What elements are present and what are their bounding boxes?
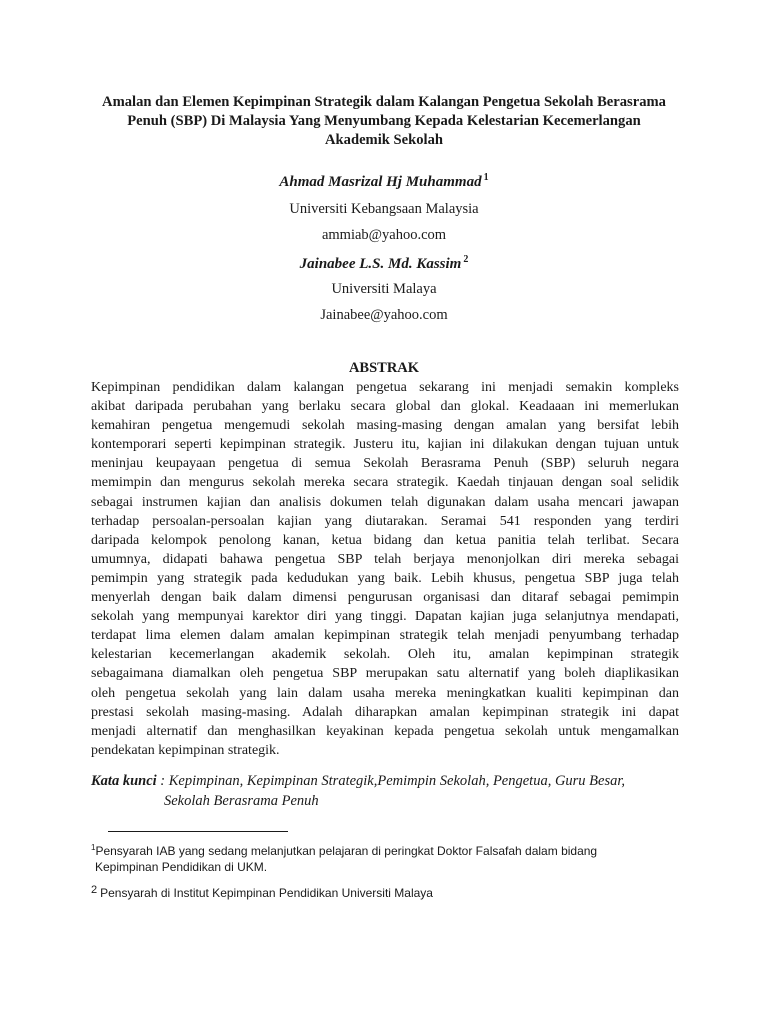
abstract-line: prestasi sekolah masing-masing. Adalah diharapkan amalan kepimpinan strategik ini dapat: [91, 704, 679, 720]
footnote-2: [91, 882, 691, 901]
author-email: ammiab@yahoo.com: [321, 227, 447, 243]
footnote-text: Pensyarah IAB yang sedang melanjutkan pelajaran di peringkat Doktor Falsafah dalam bidang: [95, 844, 598, 858]
keywords-text: : Kepimpinan, Kepimpinan Strategik,Pemimpin Sekolah, Pengetua, Guru Besar,: [156, 773, 626, 789]
abstract-line: memimpin dan mengurus sekolah mereka secara strategik. Kaedah tinjauan dengan soal selidik: [91, 475, 679, 491]
title-line: Amalan dan Elemen Kepimpinan Strategik dalam Kalangan Pengetua Sekolah Berasrama: [102, 94, 666, 110]
abstract-line: daripada kelompok penolong kanan, ketua bidang dan ketua panitia telah terlibat. Secara: [91, 532, 679, 548]
author-institution: Universiti Malaya: [331, 281, 437, 297]
keywords-text: Sekolah Berasrama Penuh: [164, 793, 319, 809]
author-institution: Universiti Kebangsaan Malaysia: [289, 201, 479, 217]
author-email: Jainabee@yahoo.com: [320, 307, 448, 323]
abstract-line: sekolah yang mempunyai karektor diri yang tinggi. Dapatan kajian juga selanjutnya mendapati,: [91, 609, 679, 625]
abstract-line: oleh pengetua sekolah yang lain dalam usaha mereka meningkatkan kualiti kepimpinan dan: [91, 685, 679, 701]
abstract-line: kemahiran pengetua mengemudi sekolah masing-masing dengan amalan yang bersifat lebih: [91, 418, 679, 434]
footnote-mark: 2: [91, 884, 98, 896]
keywords: [91, 771, 691, 811]
abstract-line: pendekatan kepimpinan strategik.: [91, 742, 280, 758]
footnote-text: Kepimpinan Pendidikan di UKM.: [95, 860, 268, 874]
abstract-line: sebagai instrumen kajian dan analisis dokumen telah digunakan dalam usaha mencari jawapan: [91, 494, 679, 510]
author-footnote-mark: 1: [483, 172, 489, 183]
abstract-line: menyerlah dengan baik dalam dimensi pengurusan organisasi dan ditaraf sebagai pemimpin: [91, 590, 679, 606]
abstract-line: terhadap persoalan-persoalan kajian yang diutarakan. Seramai 541 responden yang terdiri: [91, 513, 679, 529]
footnote-1: [91, 840, 691, 875]
abstract-line: meninjau keupayaan pengetua di semua Sekolah Berasrama Penuh (SBP) seluruh negara: [91, 456, 679, 472]
footnote-divider: [108, 831, 288, 832]
abstract-line: menjadi alternatif dan menghasilkan keyakinan kepada pengetua sekolah untuk mengamalkan: [91, 723, 679, 739]
abstract-heading: ABSTRAK: [348, 360, 420, 376]
abstract-line: Kepimpinan pendidikan dalam kalangan pengetua sekarang ini menjadi semakin kompleks: [91, 380, 679, 395]
author-footnote-mark: 2: [463, 254, 469, 265]
footnote-mark: 1: [91, 843, 96, 852]
footnote-text: Pensyarah di Institut Kepimpinan Pendidikan Universiti Malaya: [100, 886, 433, 900]
abstract-line: pemimpin yang strategik pada kedudukan yang baik. Lebih khusus, pengetua SBP juga telah: [91, 570, 679, 586]
abstract-line: kelestarian kecemerlangan akademik sekolah. Oleh itu, amalan kepimpinan strategik: [91, 647, 679, 663]
abstract-body: [91, 378, 679, 760]
author-name: Jainabee L.S. Md. Kassim $^2$: [299, 254, 469, 272]
abstract-line: akibat daripada perubahan yang berlaku secara global dan glokal. Keadaaan ini memerlukan: [91, 399, 679, 415]
author-name: Ahmad Masrizal Hj Muhammad $^1$: [279, 172, 489, 190]
abstract-line: terdapat lima elemen dalam amalan kepimpinan strategik telah menjadi penyumbang terhadap: [91, 628, 679, 644]
abstract-line: kontemporari seperti kepimpinan strategik. Justeru itu, kajian ini dilakukan dengan tujuan untuk: [91, 437, 679, 453]
title-line: Akademik Sekolah: [325, 132, 443, 148]
keywords-label: Kata kunci: [91, 773, 157, 789]
abstract-line: sebagaimana diamalkan oleh pengetua SBP merupakan satu alternatif yang boleh diaplikasikan: [91, 666, 679, 682]
abstract-line: umumnya, didapati bahawa pengetua SBP telah berjaya menonjolkan diri mereka sebagai: [91, 551, 679, 567]
title-line: Penuh (SBP) Di Malaysia Yang Menyumbang Kepada Kelestarian Kecemerlangan: [127, 113, 641, 129]
paper-title: [80, 93, 688, 150]
